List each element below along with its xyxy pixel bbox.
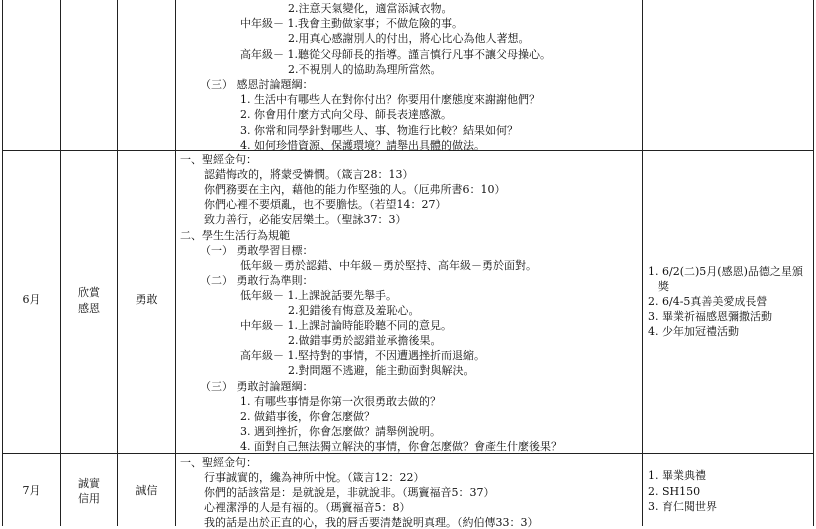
july-content-line: 心裡潔淨的人是有福的。（瑪竇福音5：8） (204, 501, 411, 515)
june-content-line: 中年級－ 1.上課討論時能聆聽不同的意見。 (240, 319, 452, 333)
june-activity-item: 3. 畢業祈福感恩彌撒活動 (648, 310, 772, 323)
june-content-line: 一、聖經金句： (180, 153, 257, 166)
previous-row-line: （三） 感恩討論題綱： (200, 78, 314, 91)
column-divider-1 (60, 0, 61, 526)
june-content-line: （三） 勇敢討論題綱： (200, 379, 314, 393)
july-theme-line-1: 誠實 (78, 477, 100, 490)
june-month-cell: 6月 (22, 293, 41, 306)
june-activity-item: 2. 6/4-5真善美愛成長營 (648, 295, 768, 308)
june-content-line: 二、學生生活行為規範 (180, 228, 290, 242)
row-divider-july (2, 453, 814, 454)
june-content-line: 2.對問題不逃避，能主動面對與解決。 (288, 364, 475, 378)
june-activity-item: 1. 6/2(二)5月(感恩)品德之星頒 (648, 265, 803, 278)
july-virtue-cell: 誠信 (135, 484, 158, 497)
previous-row-line: 4. 如何珍惜資源、保護環境？請舉出具體的做法。 (240, 138, 485, 152)
previous-row-line: 2. 你會用什麼方式向父母、師長表達感激。 (240, 108, 452, 122)
july-activity-item: 3. 育仁閱世界 (648, 500, 717, 513)
previous-row-line: 2.注意天氣變化，適當添減衣物。 (288, 2, 453, 15)
june-content-line: 低年級－勇於認錯、中年級－勇於堅持、高年級－勇於面對。 (240, 258, 537, 272)
june-content-line: 3. 遇到挫折，你會怎麼做？請舉例說明。 (240, 424, 441, 438)
june-content-line: 4. 面對自己無法獨立解決的事情，你會怎麼做？會產生什麼後果？ (240, 439, 562, 453)
previous-row-line: 高年級－ 1.聽從父母師長的指導。謹言慎行凡事不讓父母操心。 (240, 47, 551, 61)
july-month-cell: 7月 (22, 484, 41, 497)
june-theme-line-1: 欣賞 (78, 286, 100, 299)
june-content-line: （二） 勇敢行為準則： (200, 273, 314, 287)
column-divider-4 (642, 0, 643, 526)
july-content-line: 一、聖經金句： (180, 456, 257, 469)
june-theme-line-2: 感恩 (78, 302, 100, 315)
june-content-line: 認錯悔改的，將蒙受憐憫。（箴言28：13） (204, 168, 414, 182)
june-content-line: 致力善行，必能安居樂土。（聖詠37：3） (204, 213, 407, 227)
june-content-line: 你們心裡不要煩亂，也不要膽怯。（若望14：27） (204, 198, 447, 212)
previous-row-line: 2.用真心感謝別人的付出，將心比心為他人著想。 (288, 32, 530, 46)
june-activity-item: 4. 少年加冠禮活動 (648, 325, 739, 338)
july-activity-item: 1. 畢業典禮 (648, 469, 706, 482)
june-content-line: 2. 做錯事後，你會怎麼做？ (240, 409, 375, 423)
previous-row-line: 中年級－ 1.我會主動做家事；不做危險的事。 (240, 17, 463, 31)
june-content-line: 1. 有哪些事情是你第一次很勇敢去做的？ (240, 394, 441, 408)
july-content-line: 行事誠實的，纔為神所中悅。（箴言12：22） (204, 471, 425, 485)
table-border-right (813, 0, 814, 526)
july-content-line: 我的話是出於正直的心，我的唇舌要清楚說明真理。（約伯傳33：3） (204, 516, 539, 529)
previous-row-line: 3. 你常和同學針對哪些人、事、物進行比較？結果如何？ (240, 123, 518, 137)
table-border-left (2, 0, 3, 526)
previous-row-line: 1. 生活中有哪些人在對你付出？你要用什麼態度來謝謝他們？ (240, 93, 540, 107)
july-content-line: 你們的話該當是：是就說是，非就說非。（瑪竇福音5：37） (204, 486, 495, 500)
previous-row-line: 2.不視別人的協助為理所當然。 (288, 62, 442, 76)
june-virtue-cell: 勇敢 (135, 293, 158, 306)
june-activity-item: 獎 (658, 280, 669, 293)
june-content-line: （一） 勇敢學習目標： (200, 243, 314, 257)
column-divider-3 (175, 0, 176, 526)
july-theme-line-2: 信用 (78, 492, 100, 505)
june-content-line: 高年級－ 1.堅持對的事情，不因遭遇挫折而退縮。 (240, 349, 485, 363)
june-content-line: 2.做錯事勇於認錯並承擔後果。 (288, 334, 442, 348)
june-content-line: 2.犯錯後有悔意及羞恥心。 (288, 304, 420, 317)
june-content-line: 你們務要在主內，藉他的能力作堅強的人。（厄弗所書6：10） (204, 183, 506, 197)
column-divider-2 (117, 0, 118, 526)
july-activity-item: 2. SH150 (648, 484, 701, 498)
june-content-line: 低年級－ 1.上課說話要先舉手。 (240, 288, 397, 302)
